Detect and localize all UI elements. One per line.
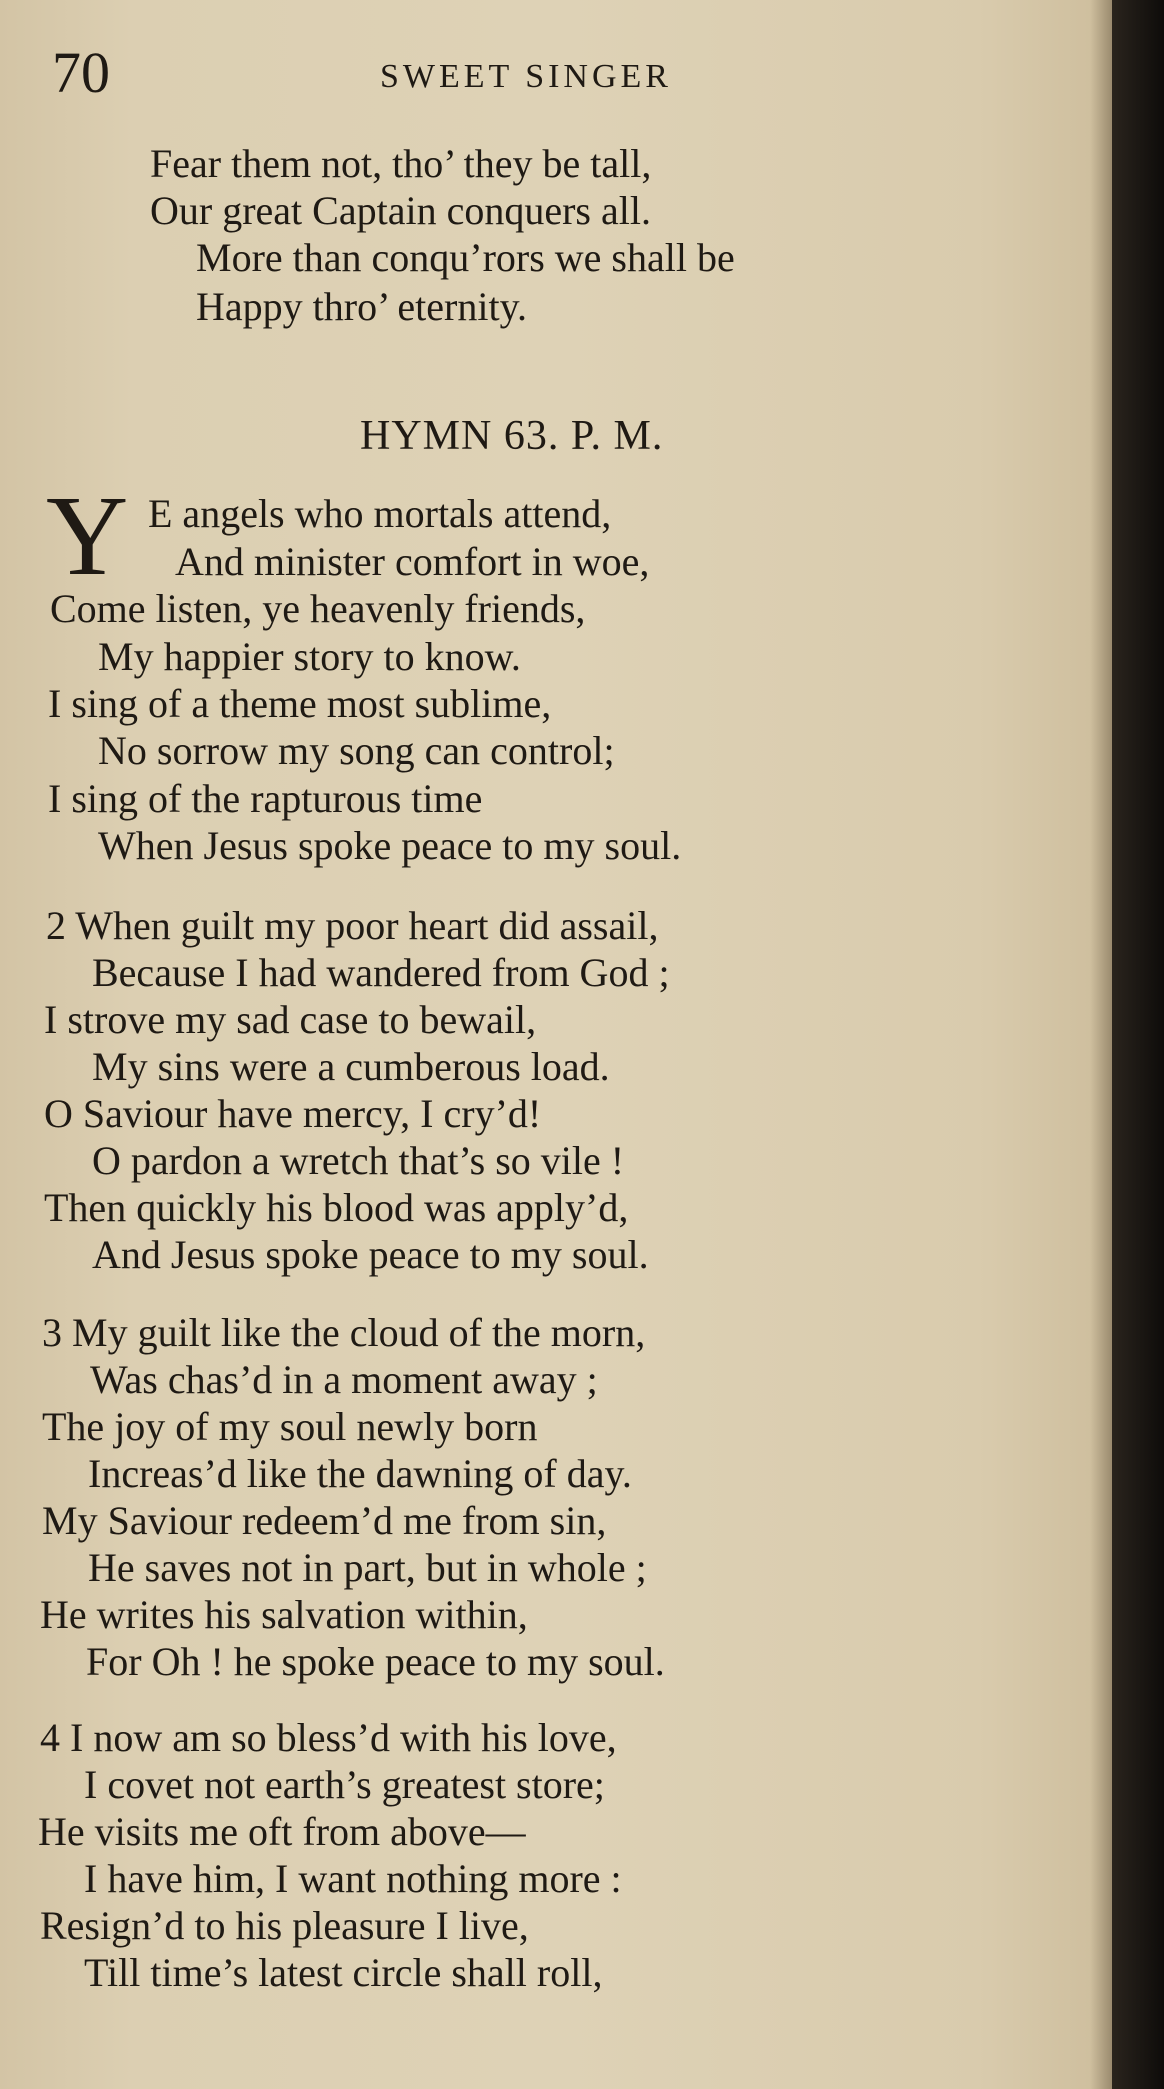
verse-line: Increas’d like the dawning of day. xyxy=(88,1451,632,1496)
book-spine-shadow xyxy=(1112,0,1164,2089)
verse-line: 4 I now am so bless’d with his love, xyxy=(40,1715,617,1760)
verse-line: He visits me oft from above— xyxy=(38,1809,526,1854)
verse-line: 2 When guilt my poor heart did assail, xyxy=(46,903,659,948)
verse-line: I strove my sad case to bewail, xyxy=(44,997,537,1042)
verse-line: I have him, I want nothing more : xyxy=(84,1856,622,1901)
verse-line: Our great Captain conquers all. xyxy=(150,188,651,233)
verse-line: Fear them not, tho’ they be tall, xyxy=(150,141,652,186)
page-header xyxy=(0,38,1112,108)
verse-line: And minister comfort in woe, xyxy=(175,539,650,584)
verse-line: He writes his salvation within, xyxy=(40,1592,528,1637)
hymn-title: HYMN 63. P. M. xyxy=(360,413,664,459)
verse-line: 3 My guilt like the cloud of the morn, xyxy=(42,1310,646,1355)
verse-line: The joy of my soul newly born xyxy=(42,1404,538,1449)
verse-line: E angels who mortals attend, xyxy=(148,491,612,536)
verse-line: My Saviour redeem’d me from sin, xyxy=(42,1498,607,1543)
verse-line: I sing of the rapturous time xyxy=(48,776,483,821)
verse-line: O Saviour have mercy, I cry’d! xyxy=(44,1091,542,1136)
verse-line: My sins were a cumberous load. xyxy=(92,1044,610,1089)
verse-line: And Jesus spoke peace to my soul. xyxy=(92,1232,649,1277)
verse-line: Then quickly his blood was apply’d, xyxy=(44,1185,629,1230)
verse-line: Happy thro’ eternity. xyxy=(196,284,527,329)
verse-line: When Jesus spoke peace to my soul. xyxy=(98,823,682,868)
verse-line: No sorrow my song can control; xyxy=(98,728,615,773)
drop-cap: Y xyxy=(46,472,129,599)
verse-line: Till time’s latest circle shall roll, xyxy=(84,1950,603,1995)
verse-line: Come listen, ye heavenly friends, xyxy=(50,586,586,631)
verse-line: Resign’d to his pleasure I live, xyxy=(40,1903,529,1948)
verse-line: Because I had wandered from God ; xyxy=(92,950,670,995)
verse-line: Was chas’d in a moment away ; xyxy=(90,1357,598,1402)
verse-line: My happier story to know. xyxy=(98,634,521,679)
verse-line: He saves not in part, but in whole ; xyxy=(88,1545,647,1590)
verse-line: O pardon a wretch that’s so vile ! xyxy=(92,1138,625,1183)
verse-line: I covet not earth’s greatest store; xyxy=(84,1762,605,1807)
running-head: SWEET SINGER xyxy=(380,58,672,95)
page-number: 70 xyxy=(52,40,110,105)
verse-line: More than conqu’rors we shall be xyxy=(196,235,735,280)
verse-line: I sing of a theme most sublime, xyxy=(48,681,552,726)
verse-line: For Oh ! he spoke peace to my soul. xyxy=(86,1639,665,1684)
